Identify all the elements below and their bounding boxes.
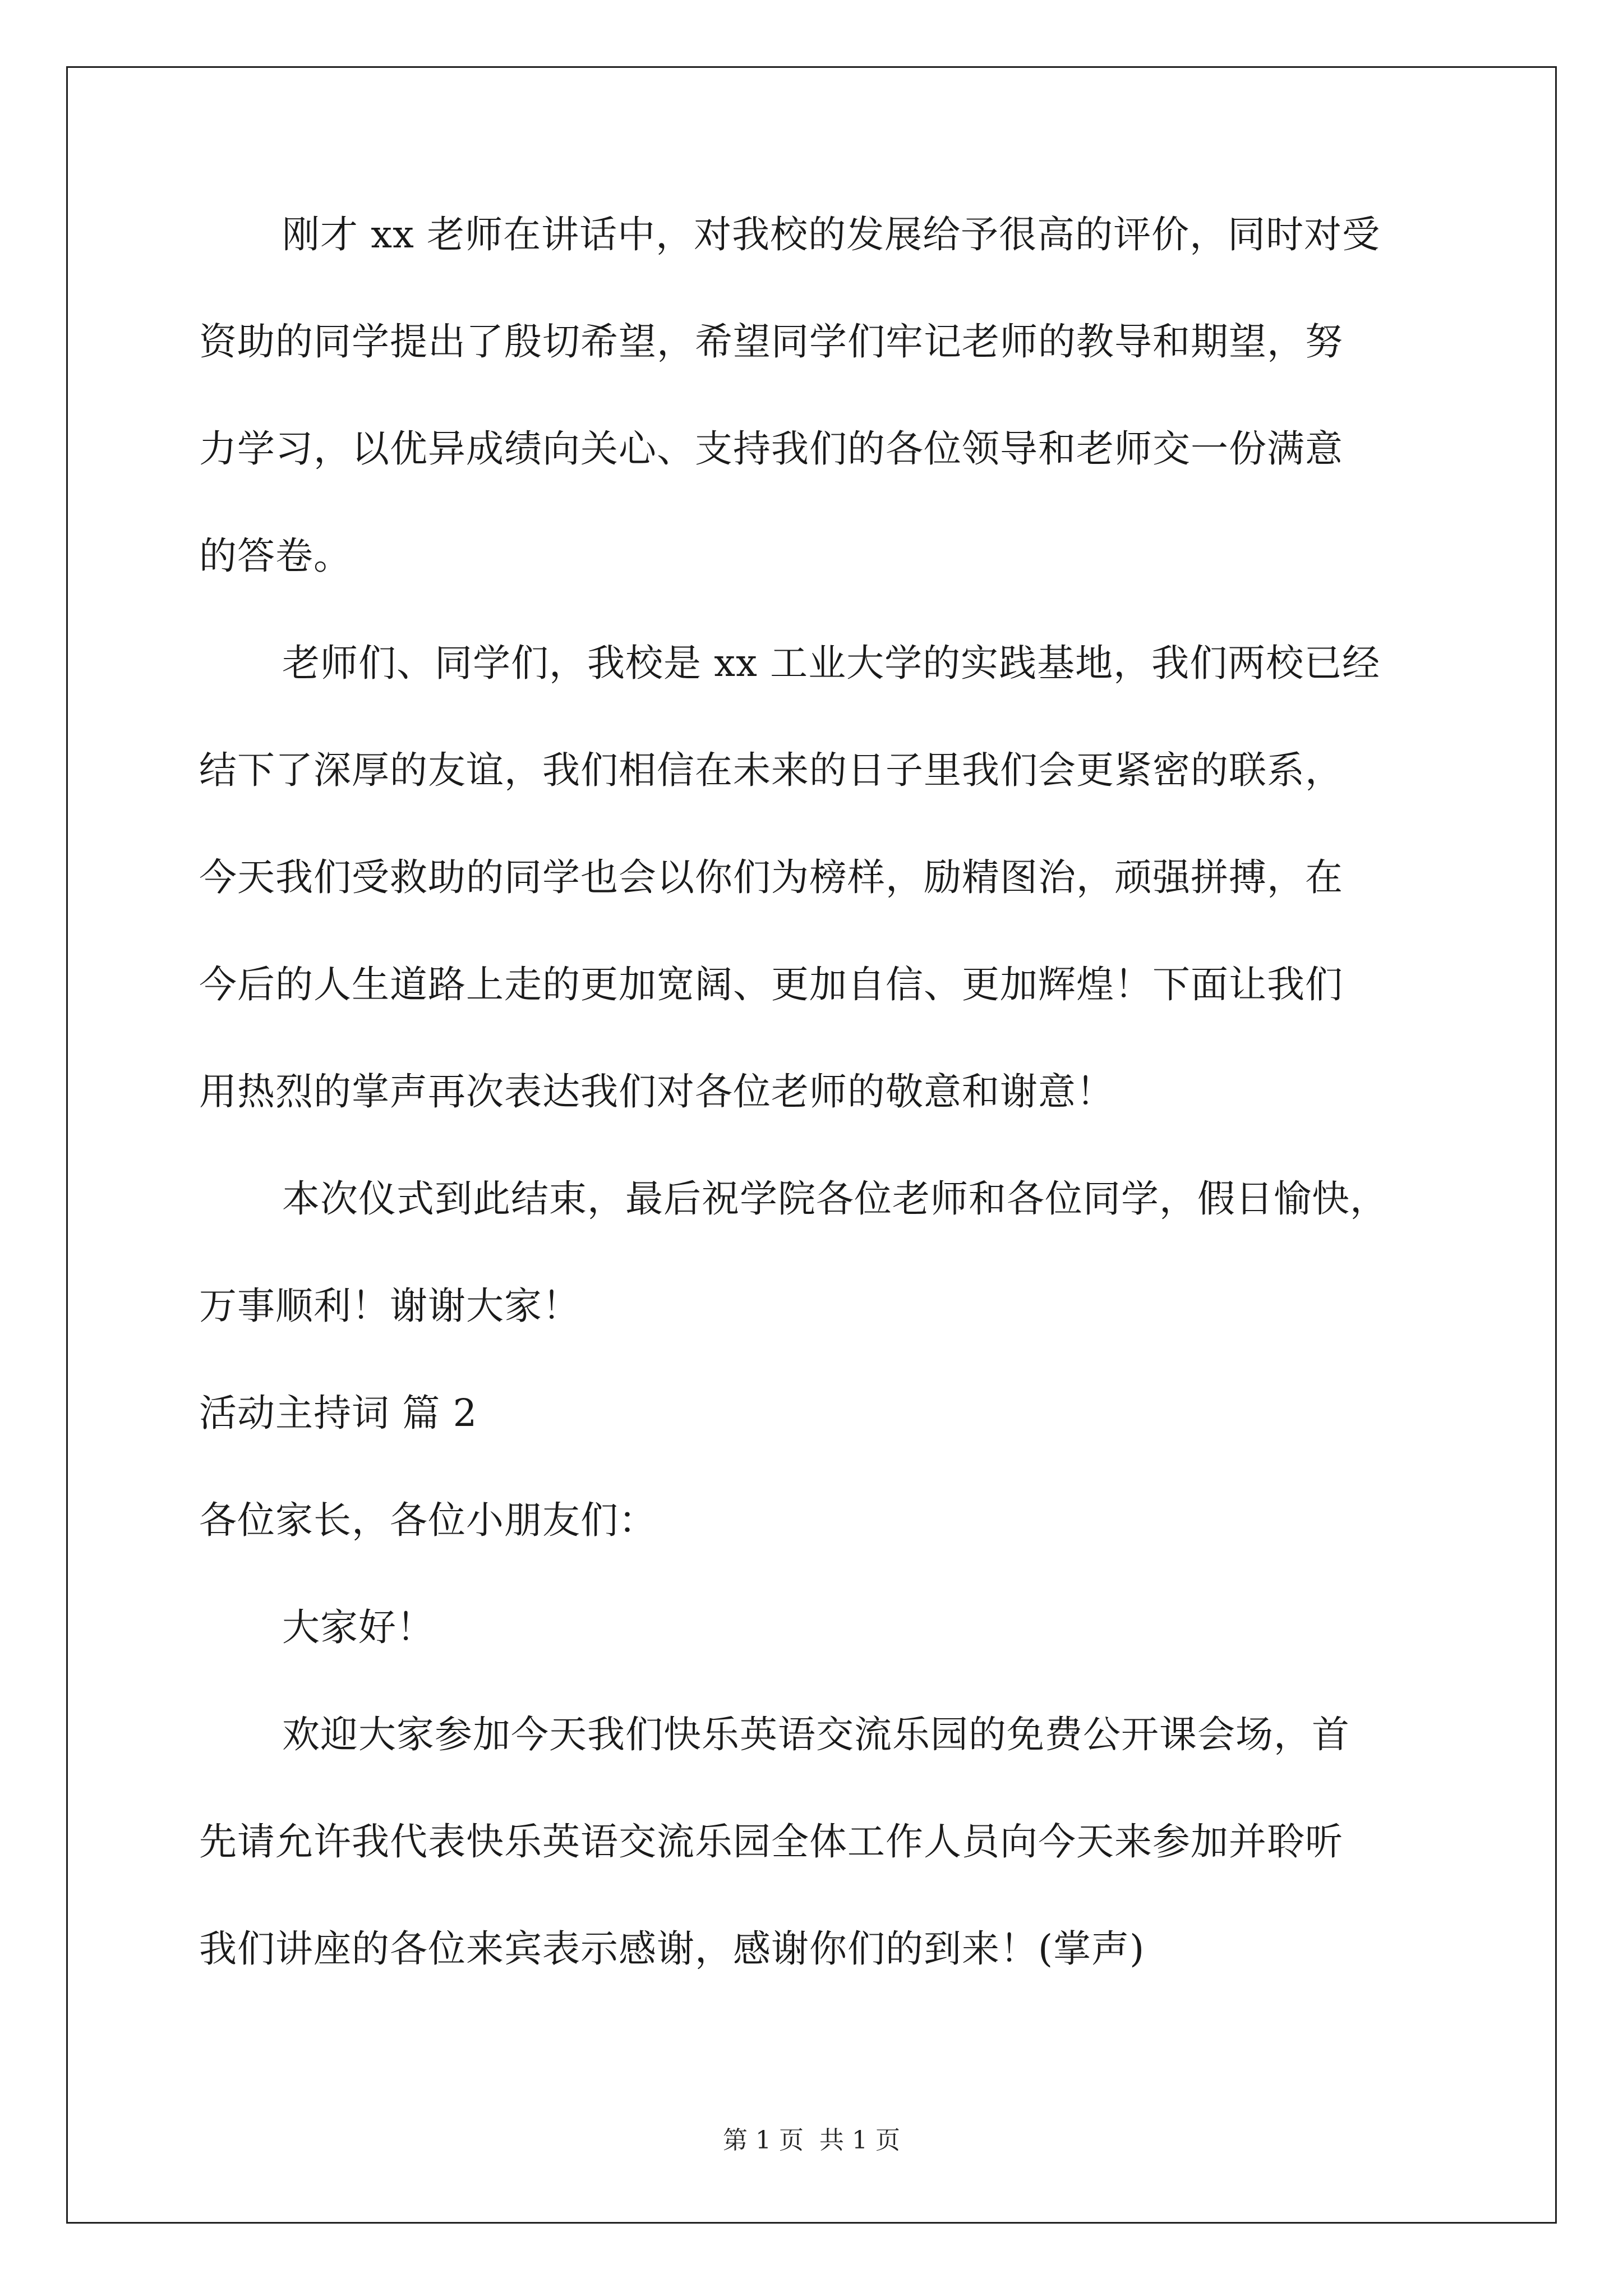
page-footer [0, 2124, 1623, 2157]
document-body [199, 208, 1467, 2029]
paragraph-line: 用热烈的掌声再次表达我们对各位老师的敬意和谢意！ [199, 1070, 1114, 1114]
section-heading: 活动主持词 篇 2 [199, 1391, 478, 1435]
paragraph-line: 老师们、同学们，我校是 xx 工业大学的实践基地，我们两校已经 [282, 641, 1381, 685]
paragraph-line: 万事顺利！谢谢大家！ [199, 1284, 580, 1328]
paragraph-line: 今后的人生道路上走的更加宽阔、更加自信、更加辉煌！下面让我们 [199, 963, 1343, 1006]
paragraph-line: 力学习，以优异成绩向关心、支持我们的各位领导和老师交一份满意 [199, 427, 1343, 471]
greeting-line: 大家好！ [282, 1605, 435, 1649]
paragraph-line: 欢迎大家参加今天我们快乐英语交流乐园的免费公开课会场，首 [282, 1713, 1350, 1756]
paragraph-line: 本次仪式到此结束，最后祝学院各位老师和各位同学，假日愉快， [282, 1177, 1388, 1221]
paragraph-line: 刚才 xx 老师在讲话中，对我校的发展给予很高的评价，同时对受 [282, 213, 1381, 256]
paragraph-line: 先请允许我代表快乐英语交流乐园全体工作人员向今天来参加并聆听 [199, 1820, 1343, 1864]
paragraph-line: 资助的同学提出了殷切希望，希望同学们牢记老师的教导和期望，努 [199, 320, 1343, 364]
paragraph-line: 的答卷。 [199, 534, 352, 578]
paragraph-line: 我们讲座的各位来宾表示感谢，感谢你们的到来！(掌声) [199, 1927, 1145, 1971]
page-number-current: 第 1 页 [723, 2126, 804, 2155]
paragraph-line: 今天我们受救助的同学也会以你们为榜样，励精图治，顽强拼搏，在 [199, 855, 1343, 899]
paragraph-line: 结下了深厚的友谊，我们相信在未来的日子里我们会更紧密的联系， [199, 748, 1343, 792]
salutation-line: 各位家长，各位小朋友们： [199, 1498, 657, 1542]
page-number-total: 共 1 页 [819, 2126, 900, 2155]
